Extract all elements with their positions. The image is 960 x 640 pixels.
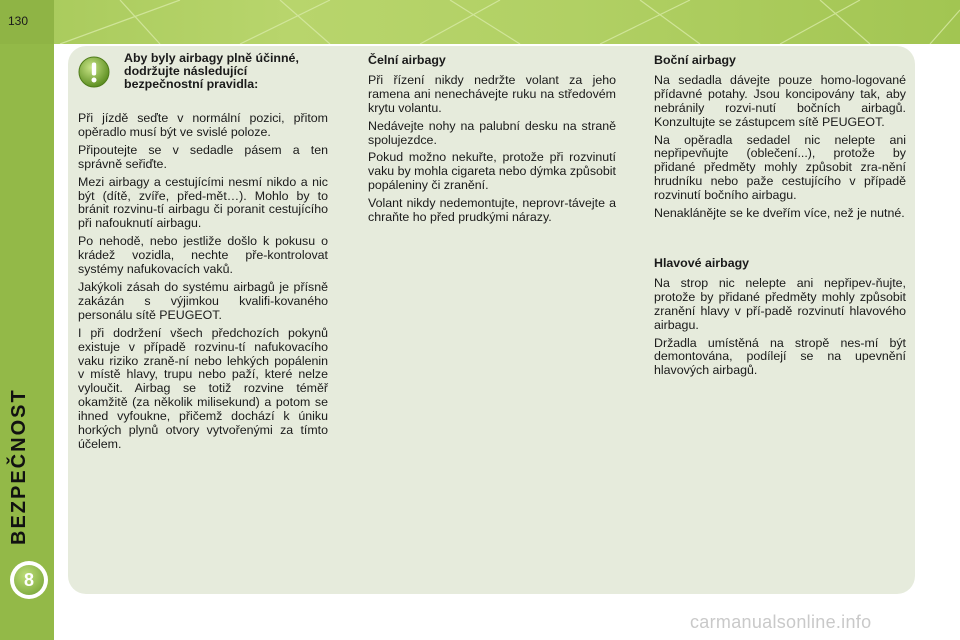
warning-header [78,51,328,106]
warning-paragraph: Při jízdě seďte v normální pozici, přitom opěradlo musí být ve svislé poloze. [78,111,328,139]
front-airbags-paragraph: Nedávejte nohy na palubní desku na straně spolujezdce. [368,118,616,147]
side-airbags-heading: Boční airbagy [654,53,736,67]
chapter-title: BEZPEČNOST [8,388,30,545]
head-airbags-paragraph: Na strop nic nelepte ani nepřipev-ňujte, protože by přidané předměty mohly způsobit zranění hlavy v pří-padě rozvinutí hlavového airbagu. [654,275,906,332]
head-airbags-heading: Hlavové airbagy [654,255,750,270]
warning-paragraph: Po nehodě, nebo jestliže došlo k pokusu o krádež vozidla, nechte pře-kontrolovat systémy nafukovacích vaků. [78,234,328,277]
warning-paragraph: Jakýkoli zásah do systému airbagů je přísně zakázán s výjimkou kvalifi-kovaného personálu sítě PEUGEOT. [78,279,328,322]
front-airbags-paragraph: Pokud možno nekuřte, protože při rozvinutí vaku by mohla cigareta nebo dýmka způsobit popáleniny či zranění. [368,150,616,193]
chapter-number: 8 [14,565,44,595]
warning-paragraph: Připoutejte se v sedadle pásem a ten správně seřiďte. [78,142,328,171]
chapter-badge [10,561,48,599]
warning-paragraph: Mezi airbagy a cestujícími nesmí nikdo a nic být (dítě, zvíře, před-mět…). Mohlo by to bránit rozvinu-tí airbagu či poranit cestujícího při nafouknutí airbagu. [78,174,328,231]
head-airbags-paragraph: Držadla umístěná na stropě nes-mí být demontována, podílejí se na upevnění hlavových airbagů. [654,335,906,378]
front-airbags-column [368,54,616,229]
front-airbags-paragraph: Volant nikdy nedemontujte, neprovr-távejte a chraňte ho před prudkými nárazy. [368,196,616,225]
page-number: 130 [8,14,29,28]
front-airbags-paragraph: Při řízení nikdy nedržte volant za jeho ramena ani nenechávejte ruku na středovém krytu volantu. [368,72,616,115]
side-airbags-paragraph: Na opěradla sedadel nic nelepte ani nepřipevňujte (oblečení...), protože by přidané předměty mohly způsobit zra-nění hrudníku nebo paže cestujícího v případě rozvinutí bočního airbagu. [654,132,906,203]
banner-pattern [0,0,960,44]
warning-paragraph: I při dodržení všech předchozích pokynů existuje v případě rozvinu-tí nafukovacího vaku riziko zraně-ní nebo lehkých popálenin v místě hlavy, trupu nebo paží, které nelze vyloučit. Airbag se totiž rozvine téměř okamžitě (za několik milisekund) a potom se ihned vyfoukne, přičemž dochází k úniku horkých plynů otvory vytvořenými za tímto účelem. [78,325,328,451]
side-tab [0,44,54,640]
front-airbags-heading: Čelní airbagy [368,53,446,67]
warning-column [78,51,328,456]
exclamation-icon [78,56,110,88]
page-number-box [0,0,54,44]
side-airbags-column [654,54,906,382]
warning-title: Aby byly airbagy plně účinné, dodržujte následující bezpečnostní pravidla: [124,51,299,91]
side-airbags-paragraph: Na sedadla dávejte pouze homo-logované přídavné potahy. Jsou koncipovány tak, aby nebránily rozvi-nutí bočních airbagů. Konzultujte se zástupcem sítě PEUGEOT. [654,72,906,129]
side-airbags-paragraph: Nenaklánějte se ke dveřím více, než je nutné. [654,206,905,221]
top-banner [0,0,960,44]
watermark: carmanualsonline.info [690,612,872,632]
section-gap [654,225,906,257]
